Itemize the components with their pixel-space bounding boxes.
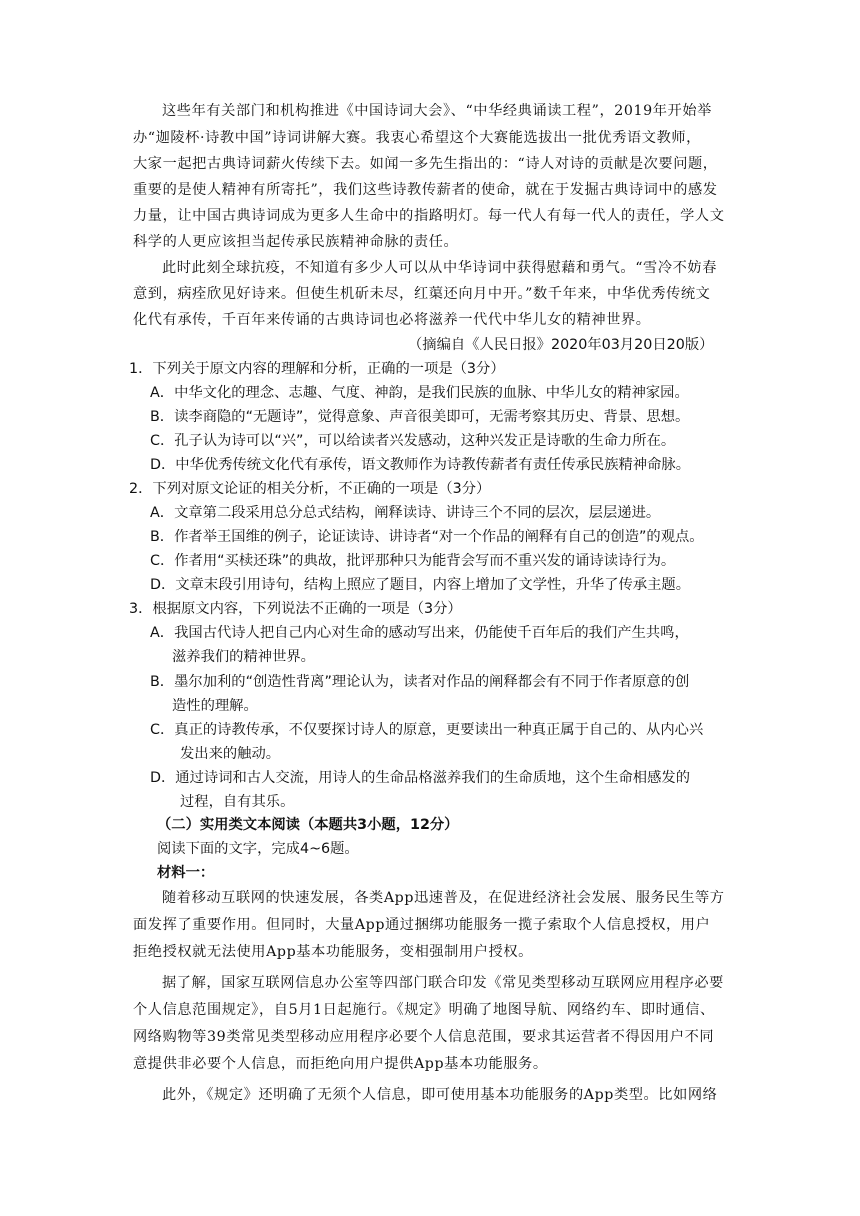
material-paragraph-line: 面发挥了重要作用。但同时，大量App通过捆绑功能服务一揽子索取个人信息授权，用户 [133,917,711,933]
question-2-stem: 2．下列对原文论证的相关分析，不正确的一项是（3分） [129,481,491,497]
passage-line: 重要的是使人精神有所寄托”，我们这些诗教传薪者的使命，就在于发掘古典诗词中的感发 [133,182,718,198]
material-paragraph-line: 意提供非必要个人信息，而拒绝向用户提供App基本功能服务。 [133,1056,548,1072]
question-3-option-c-cont: 发出来的触动。 [180,746,281,762]
question-2-option-d: D．文章末段引用诗句，结构上照应了题目，内容上增加了文学性，升华了传承主题。 [150,577,690,593]
question-2-option-c: C．作者用“买椟还珠”的典故，批评那种只为能背会写而不重兴发的诵诗读诗行为。 [150,553,676,569]
question-1-option-b: B．读李商隐的“无题诗”，觉得意象、声音很美即可，无需考察其历史、背景、思想。 [150,409,690,425]
passage-line: 意到，病痊欣见好诗来。但使生机斫未尽，红蕖还向月中开。”数千年来，中华优秀传统文 [133,286,711,302]
passage-line: 科学的人更应该担当起传承民族精神命脉的责任。 [133,234,459,250]
passage-line: 办“迦陵杯·诗教中国”诗词讲解大赛。我衷心希望这个大赛能选拔出一批优秀语文教师， [133,130,701,146]
question-3-option-d: D．通过诗词和古人交流，用诗人的生命品格滋养我们的生命质地，这个生命相感发的 [150,770,690,786]
question-3-option-d-cont: 过程，自有其乐。 [180,794,295,810]
question-1-stem: 1．下列关于原文内容的理解和分析，正确的一项是（3分） [129,361,505,377]
material-paragraph-line: 随着移动互联网的快速发展，各类App迅速普及，在促进经济社会发展、服务民生等方 [162,890,725,906]
passage-line: 化代有承传，千百年来传诵的古典诗词也必将滋养一代代中华儿女的精神世界。 [133,312,651,328]
section-instruction: 阅读下面的文字，完成4~6题。 [157,841,359,857]
material-paragraph-line: 据了解，国家互联网信息办公室等四部门联合印发《常见类型移动互联网应用程序必要 [162,975,724,991]
material-label: 材料一： [157,865,215,881]
question-3-option-a-cont: 滋养我们的精神世界。 [172,649,315,665]
question-3-option-b: B．墨尔加利的“创造性背离”理论认为，读者对作品的阐释都会有不同于作者原意的创 [150,674,690,690]
question-3-stem: 3．根据原文内容，下列说法不正确的一项是（3分） [129,601,462,617]
section-heading: （二）实用类文本阅读（本题共3小题，12分） [157,817,459,833]
question-1-option-c: C．孔子认为诗可以“兴”，可以给读者兴发感动，这种兴发正是诗歌的生命力所在。 [150,433,676,449]
passage-line: 大家一起把古典诗词薪火传续下去。如闻一多先生指出的：“诗人对诗的贡献是次要问题， [133,156,718,172]
passage-line: 这些年有关部门和机构推进《中国诗词大会》、“中华经典诵读工程”，2019年开始举 [162,103,712,119]
material-paragraph-line: 个人信息范围规定》，自5月1日起施行。《规定》明确了地图导航、网络约车、即时通信、 [133,1002,715,1018]
question-3-option-a: A．我国古代诗人把自己内心对生命的感动写出来，仍能使千百年后的我们产生共鸣， [150,625,689,641]
material-paragraph-line: 网络购物等39类常见类型移动应用程序必要个人信息范围，要求其运营者不得因用户不同 [133,1029,715,1045]
question-1-option-a: A．中华文化的理念、志趣、气度、神韵，是我们民族的血脉、中华儿女的精神家园。 [150,385,689,401]
material-paragraph-line: 此外，《规定》还明确了无须个人信息，即可使用基本功能服务的App类型。比如网络 [162,1087,718,1103]
question-2-option-b: B．作者举王国维的例子，论证读诗、讲诗者“对一个作品的阐释有自己的创造”的观点。 [150,529,704,545]
question-1-option-d: D．中华优秀传统文化代有承传，语文教师作为诗教传薪者有责任传承民族精神命脉。 [150,457,690,473]
question-3-option-b-cont: 造性的理解。 [172,698,258,714]
material-paragraph-line: 拒绝授权就无法使用App基本功能服务，变相强制用户授权。 [133,944,533,960]
question-2-option-a: A．文章第二段采用总分总式结构，阐释读诗、讲诗三个不同的层次，层层递进。 [150,505,661,521]
source-note: （摘编自《人民日报》2020年03月20日20版） [408,337,714,353]
passage-line: 此时此刻全球抗疫，不知道有多少人可以从中华诗词中获得慰藉和勇气。“雪冷不妨春 [162,260,717,276]
passage-line: 力量，让中国古典诗词成为更多人生命中的指路明灯。每一代人有每一代人的责任，学人文 [133,208,725,224]
question-3-option-c: C．真正的诗教传承，不仅要探讨诗人的原意，更要读出一种真正属于自己的、从内心兴 [150,722,704,738]
